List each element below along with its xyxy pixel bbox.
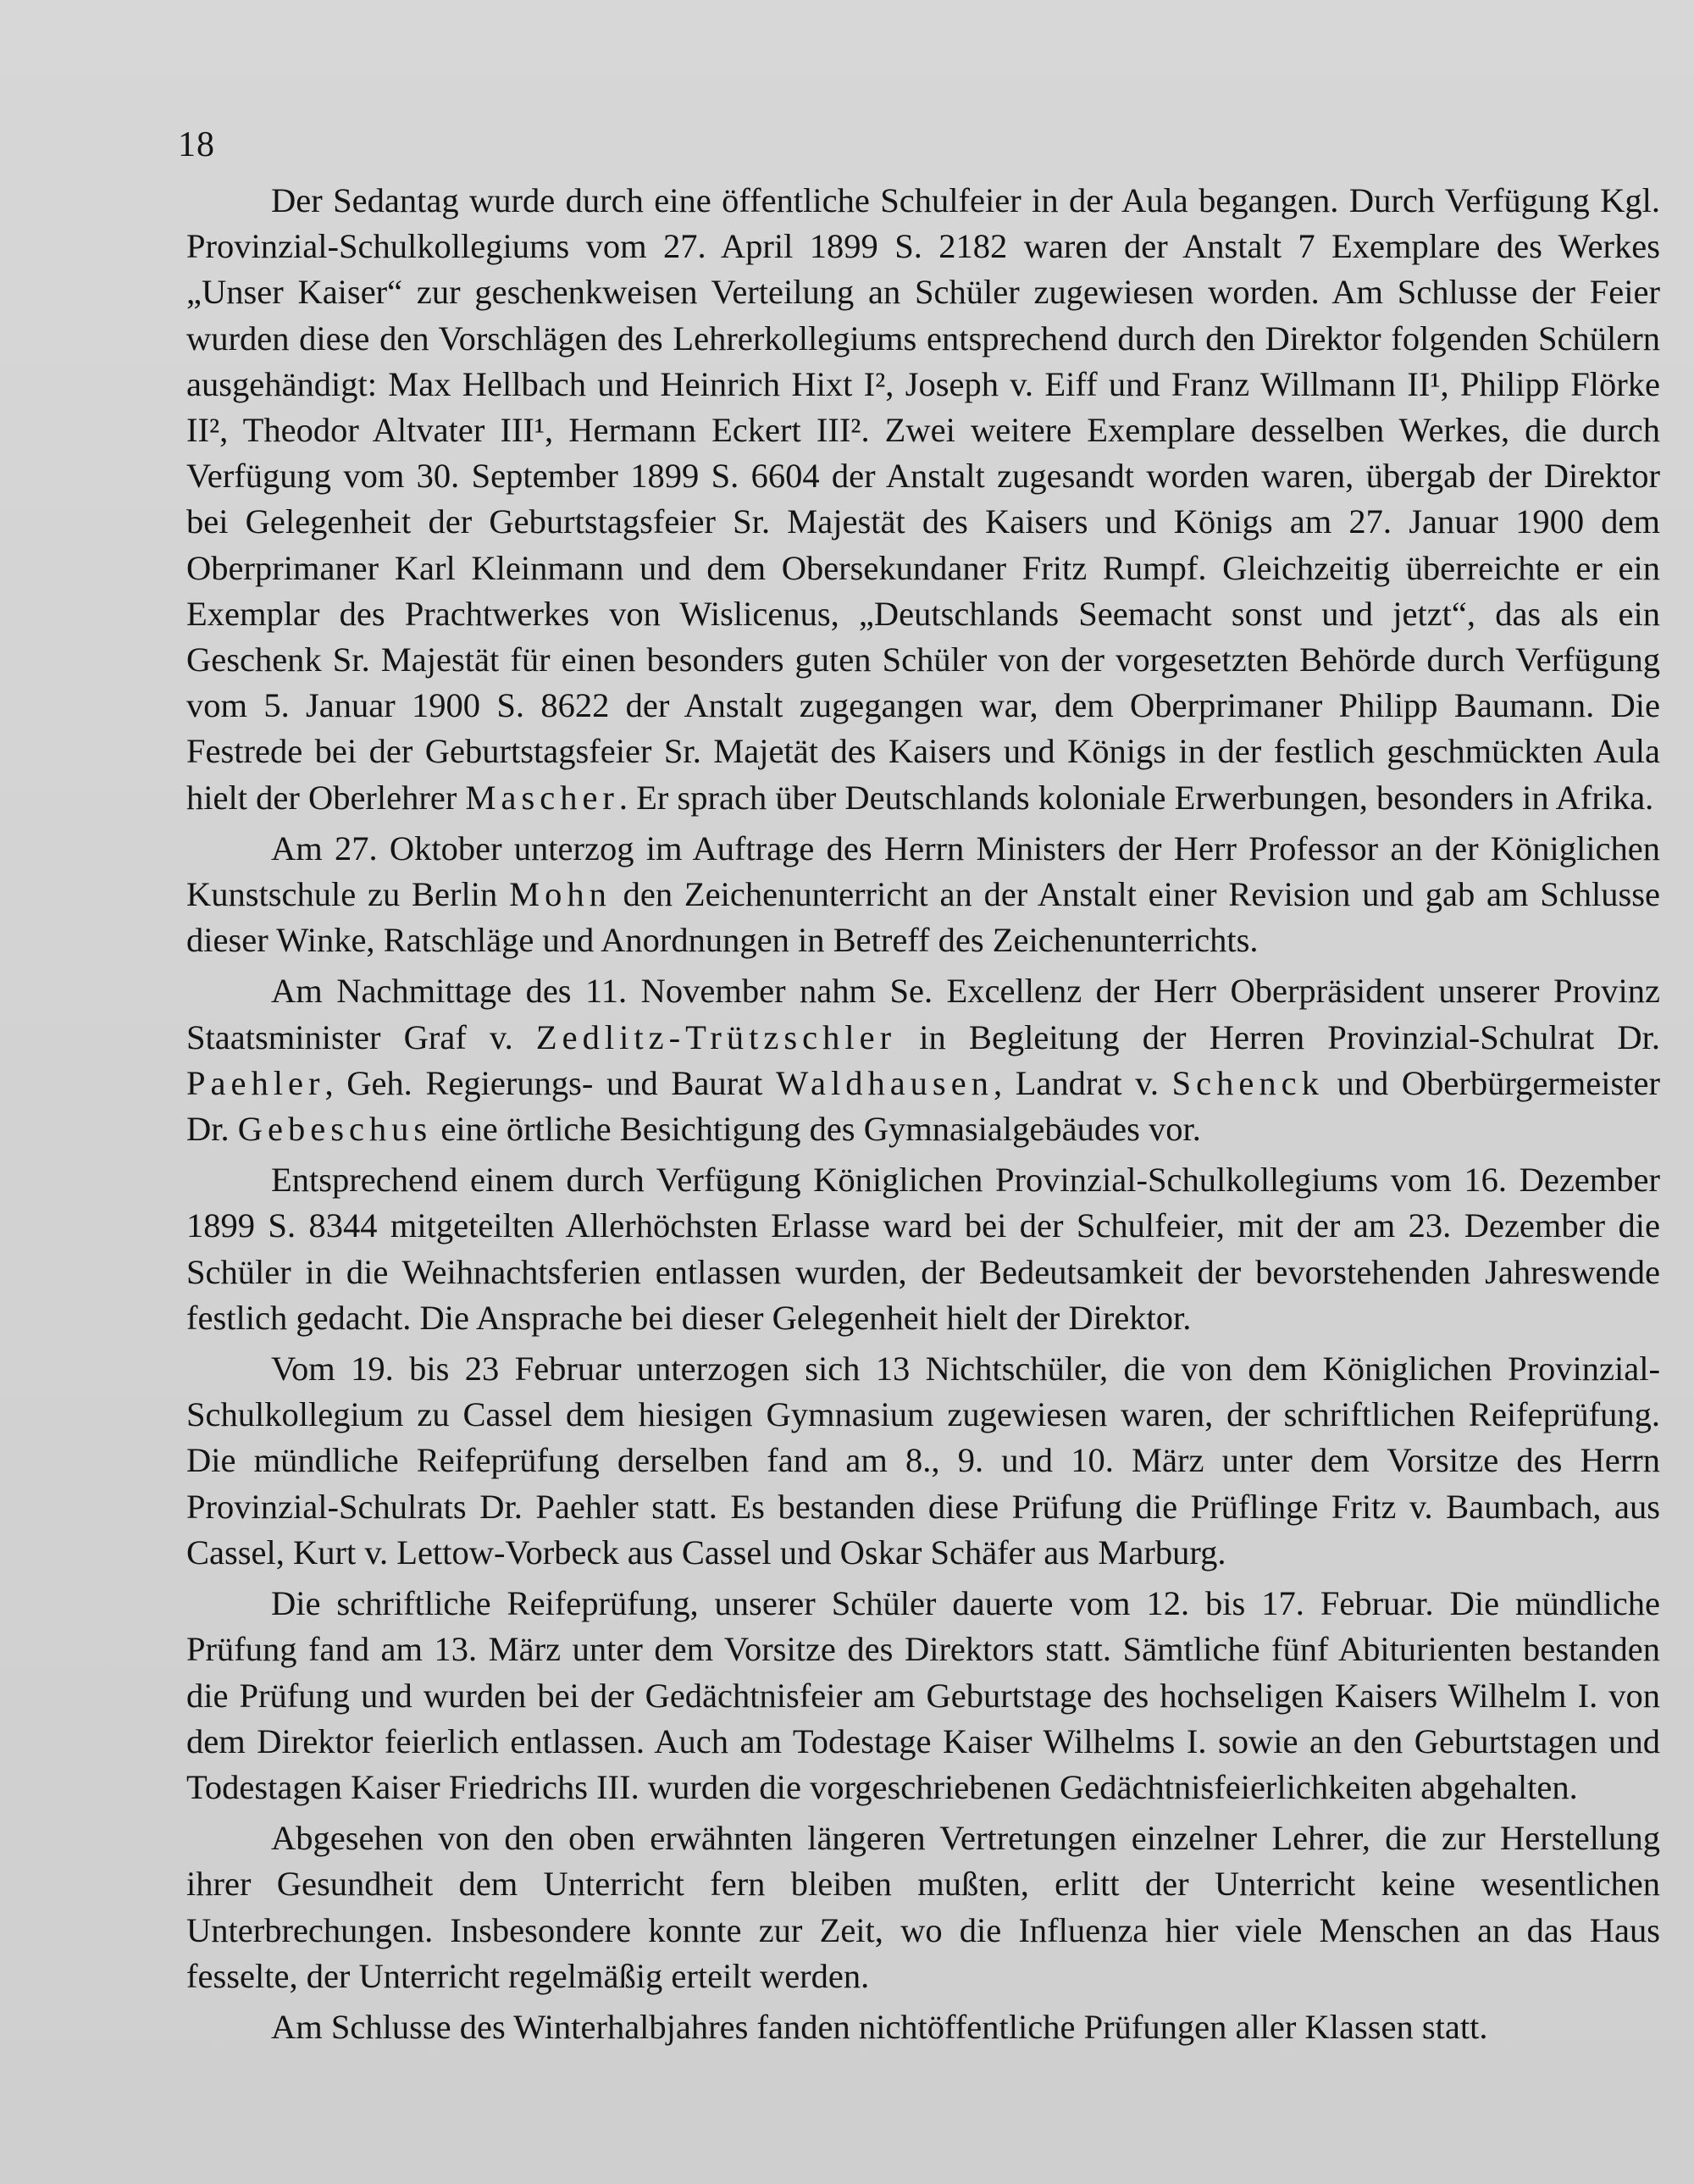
text-segment: eine örtliche Besichtigung des Gymnasialgebäudes vor.	[432, 1110, 1201, 1149]
paragraph-reifepruefung	[186, 1581, 1660, 1810]
text-segment: Am 27. Oktober unterzog im Auftrage des Herrn Ministers der Herr Professor an der Königlichen Kunstschule zu Berlin	[186, 829, 1660, 914]
text-segment: , Landrat v.	[993, 1063, 1172, 1102]
paragraph-vertretungen	[186, 1815, 1660, 1999]
text-segment: Am Nachmittage des 11. November nahm Se. Excellenz der Herr Oberpräsident unserer Provinz Staatsminister Graf v.	[186, 972, 1660, 1056]
spaced-name: Gebeschus	[237, 1110, 433, 1149]
spaced-name: Mohn	[509, 875, 612, 914]
text-segment: Abgesehen von den oben erwähnten längeren Vertretungen einzelner Lehrer, die zur Herstellung ihrer Gesundheit dem Unterricht fern bleiben mußten, erlitt der Unterricht keine wesentlichen Unterbrechungen. Insbesondere konnte zur Zeit, wo die Influenza hier viele Menschen an das Haus fesselte, der Unterricht regelmäßig erteilt werden.	[186, 1819, 1660, 1995]
spaced-name: Zedlitz-Trützschler	[535, 1017, 897, 1056]
body-text	[186, 178, 1660, 2055]
text-segment: Am Schlusse des Winterhalbjahres fanden nichtöffentliche Prüfungen aller Klassen statt.	[271, 2007, 1488, 2046]
text-segment: Entsprechend einem durch Verfügung Königlichen Provinzial-Schulkollegiums vom 16. Dezember 1899 S. 8344 mitgeteilten Allerhöchsten Erlasse ward bei der Schulfeier, mit der am 23. Dezember die Schüler in die Weihnachtsferien entlassen wurden, der Bedeutsamkeit der bevorstehenden Jahreswende festlich gedacht. Die Ansprache bei dieser Gelegenheit hielt der Direktor.	[186, 1161, 1660, 1337]
page-number: 18	[178, 125, 215, 164]
text-segment: in Begleitung der Herren Provinzial-Schulrat Dr.	[896, 1017, 1660, 1056]
paragraph-pruefungen	[186, 2004, 1660, 2050]
text-segment: Der Sedantag wurde durch eine öffentliche Schulfeier in der Aula begangen. Durch Verfügung Kgl. Provinzial-Schulkollegiums vom 27. April 1899 S. 2182 waren der Anstalt 7 Exemplare des Werkes „Unser Kaiser“ zur geschenkweisen Verteilung an Schüler zugewiesen worden. Am Schlusse der Feier wurden diese den Vorschlägen des Lehrerkollegiums entsprechend durch den Direktor folgenden Schülern ausgehändigt: Max Hellbach und Heinrich Hixt I², Joseph v. Eiff und Franz Willmann II¹, Philipp Flörke II², Theodor Altvater III¹, Hermann Eckert III². Zwei weitere Exemplare desselben Werkes, die durch Verfügung vom 30. September 1899 S. 6604 der Anstalt zugesandt worden waren, übergab der Direktor bei Gelegenheit der Geburtstagsfeier Sr. Majestät des Kaisers und Königs am 27. Januar 1900 dem Oberprimaner Karl Kleinmann und dem Obersekundaner Fritz Rumpf. Gleichzeitig überreichte er ein Exemplar des Prachtwerkes von Wislicenus, „Deutschlands Seemacht sonst und jetzt“, das als ein Geschenk Sr. Majestät für einen besonders guten Schüler von der vorgesetzten Behörde durch Verfügung vom 5. Januar 1900 S. 8622 der Anstalt zugegangen war, dem Oberprimaner Philipp Baumann. Die Festrede bei der Geburtstagsfeier Sr. Majetät des Kaisers und Königs in der festlich geschmückten Aula hielt der Oberlehrer	[186, 181, 1660, 817]
text-segment: , Geh. Regierungs- und Baurat	[324, 1063, 776, 1102]
paragraph-revision	[186, 826, 1660, 964]
spaced-name: Paehler	[186, 1063, 325, 1102]
text-segment: und Oberbürgermeister Dr.	[186, 1063, 1660, 1149]
paragraph-sedantag	[186, 178, 1660, 821]
paragraph-weihnachten	[186, 1157, 1660, 1341]
spaced-name: Mascher	[465, 778, 619, 817]
text-segment: . Er sprach über Deutschlands koloniale Erwerbungen, besonders in Afrika.	[618, 778, 1654, 817]
text-segment: Vom 19. bis 23 Februar unterzogen sich 13 Nichtschüler, die von dem Königlichen Provinzial-Schulkollegium zu Cassel dem hiesigen Gymnasium zugewiesen waren, der schriftlichen Reifeprüfung. Die mündliche Reifeprüfung derselben fand am 8., 9. und 10. März unter dem Vorsitze des Herrn Provinzial-Schulrats Dr. Paehler statt. Es bestanden diese Prüfung die Prüflinge Fritz v. Baumbach, aus Cassel, Kurt v. Lettow-Vorbeck aus Cassel und Oskar Schäfer aus Marburg.	[186, 1350, 1660, 1571]
spaced-name: Schenck	[1171, 1063, 1324, 1102]
text-segment: den Zeichenunterricht an der Anstalt einer Revision und gab am Schlusse dieser Winke, Ratschläge und Anordnungen in Betreff des Zeichenunterrichts.	[186, 875, 1661, 960]
text-segment: Die schriftliche Reifeprüfung, unserer Schüler dauerte vom 12. bis 17. Februar. Die mündliche Prüfung fand am 13. März unter dem Vorsitze des Direktors statt. Sämtliche fünf Abiturienten bestanden die Prüfung und wurden bei der Gedächtnisfeier am Geburtstage des hochseligen Kaisers Wilhelm I. von dem Direktor feierlich entlassen. Auch am Todestage Kaiser Wilhelms I. sowie an den Geburtstagen und Todestagen Kaiser Friedrichs III. wurden die vorgeschriebenen Gedächtnisfeierlichkeiten abgehalten.	[186, 1584, 1660, 1806]
spaced-name: Waldhausen	[776, 1063, 994, 1102]
paragraph-nichtschueler	[186, 1346, 1660, 1576]
paragraph-besichtigung	[186, 968, 1660, 1152]
